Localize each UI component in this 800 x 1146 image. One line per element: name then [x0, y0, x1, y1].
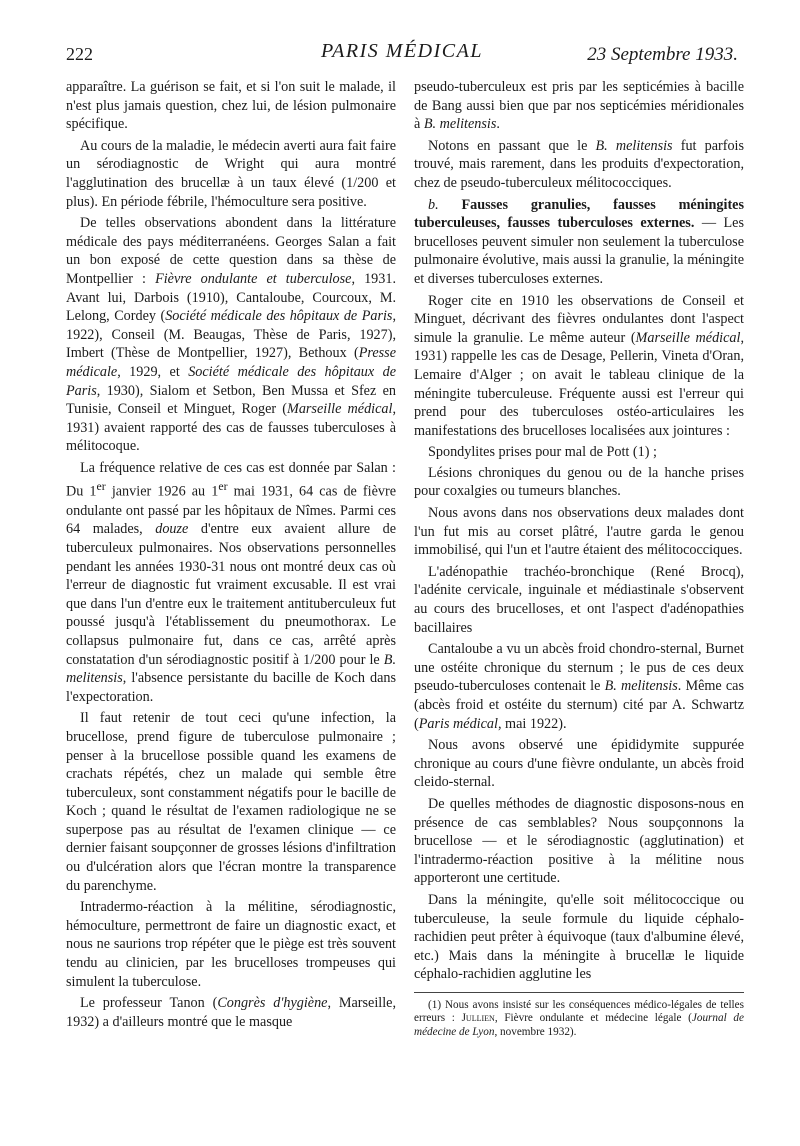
left-column	[66, 78, 396, 1034]
journal-title: PARIS MÉDICAL	[321, 40, 483, 62]
section-heading: Fausses granulies, fausses méningites tuberculeuses, fausses tuberculoses externes.	[414, 196, 745, 232]
footnote-rule	[414, 992, 744, 993]
paragraph: La fréquence relative de ces cas est donnée par Salan : Du 1er janvier 1926 au 1er mai 1931, 64 cas de fièvre ondulante ont passé par les hôpitaux de Nîmes. Parmi ces 64 malades, douze d'entre eux avaient allure de tuberculeux pulmonaires. Nos observations personnelles pendant les années 1930-31 nous ont montré deux cas où l'erreur de diagnostic fut vraiment excusable. Il est vrai que dans l'un d'entre eux le traitement antituberculeux fut poussé jusqu'à l'établissement du pneumothorax. Le collapsus pulmonaire fut, dans ce cas, arrêté après constatation d'un sérodiagnostic positif à 1/200 pour le B. melitensis, l'absence persistante du bacille de Koch dans l'expectoration.	[66, 459, 397, 705]
paragraph: Nous avons observé une épididymite suppurée chronique au cours d'une fièvre ondulante, un abcès froid cleido-sternal.	[414, 737, 744, 791]
section-heading-paragraph: b. Fausses granulies, fausses méningites tuberculeuses, fausses tuberculoses externes. — Les brucelloses peuvent simuler non seulement la tuberculose pulmonaire évolutive, mais aussi la granulie, la méningite et diverses tuberculoses externes.	[414, 196, 745, 287]
issue-date: 23 Septembre 1933.	[587, 44, 738, 65]
footnote: (1) Nous avons insisté sur les conséquences médico-légales de telles erreurs : Jullien, Fièvre ondulante et médecine légale (Journal de médecine de Lyon, novembre 1932).	[414, 998, 744, 1038]
paragraph: Au cours de la maladie, le médecin averti aura fait faire un sérodiagnostic de Wright qui aura montré l'agglutination des brucellæ à un taux élevé (1/200 et plus). En période fébrile, l'hémoculture sera positive.	[66, 137, 396, 210]
right-column	[414, 78, 744, 1039]
paragraph: De telles observations abondent dans la littérature médicale des pays méditerranéens. Georges Salan a fait un bon exposé de cette question dans sa thèse de Montpellier : Fièvre ondulante et tuberculose, 1931. Avant lui, Darbois (1910), Cantaloube, Courcoux, M. Lelong, Cordey (Société médicale des hôpitaux de Paris, 1922), Conseil (M. Beaugas, Thèse de Paris, 1927), Imbert (Thèse de Montpellier, 1927), Bethoux (Presse médicale, 1929, et Société médicale des hôpitaux de Paris, 1930), Sialom et Setbon, Ben Mussa et Sfez en Tunisie, Conseil et Minguet, Roger (Marseille médical, 1931) avaient rapporté des cas de fausses tuberculoses à mélitocoque.	[66, 215, 396, 455]
paragraph: Dans la méningite, qu'elle soit mélitococcique ou tuberculeuse, la seule formule du liquide céphalo-rachidien peut prêter à équivoque (taux d'albumine élevé, etc.) Mais dans la méningite à brucellæ le liquide céphalo-rachidien agglutine les	[414, 891, 744, 983]
paragraph: Lésions chroniques du genou ou de la hanche prises pour coxalgies ou tumeurs blanches.	[414, 464, 744, 500]
paragraph: Intradermo-réaction à la mélitine, sérodiagnostic, hémoculture, permettront de faire un diagnostic exact, et nous ne saurions trop répéter que le piège est très souvent tendu au clinicien, par les brucelloses trompeuses qui simulent la tuberculose.	[66, 899, 396, 990]
paragraph: Cantaloube a vu un abcès froid chondro-sternal, Burnet une ostéite chronique du sternum ; le pus de ces deux pseudo-tuberculoses contenait le B. melitensis. Même cas (abcès froid et ostéite du sternum) cité par A. Schwartz (Paris médical, mai 1922).	[414, 641, 744, 732]
paragraph: Il faut retenir de tout ceci qu'une infection, la brucellose, prend figure de tuberculose pulmonaire ; penser à la brucellose possible quand les examens de crachats répétés, chez un malade qui semble être tuberculeux, sont constamment négatifs pour le bacille de Koch ; quand le résultat de l'examen radiologique ne se superpose pas au résultat de l'examen clinique — ce dernier faisant soupçonner de grosses lésions d'infiltration ou d'ulcération alors que l'écran montre la transparence du parenchyme.	[66, 710, 396, 894]
paragraph: apparaître. La guérison se fait, et si l'on suit le malade, il n'est plus jamais question, chez lui, de lésion pulmonaire spécifique.	[66, 79, 396, 133]
paragraph: Le professeur Tanon (Congrès d'hygiène, Marseille, 1932) a d'ailleurs montré que le masque	[66, 995, 396, 1030]
paragraph: Nous avons dans nos observations deux malades dont l'un fut mis au corset plâtré, l'autre garda le genou immobilisé, qui l'un et l'autre étaient des mélitococciques.	[414, 505, 744, 559]
running-header	[66, 40, 738, 70]
paragraph: Roger cite en 1910 les observations de Conseil et Minguet, décrivant des fièvres ondulantes dont l'aspect simule la granulie. Le même auteur (Marseille médical, 1931) rappelle les cas de Desage, Pellerin, Vineta d'Oran, Lemaire d'Alger ; on avait le tableau clinique de la méningite tuberculeuse. Fréquente aussi est l'erreur qui prend pour des tuberculoses ostéo-articulaires les manifestations des brucelloses localisées aux jointures :	[414, 292, 744, 439]
paragraph: Spondylites prises pour mal de Pott (1) ;	[428, 444, 657, 461]
paragraph: L'adénopathie trachéo-bronchique (René Brocq), l'adénite cervicale, inguinale et médiastinale s'observent au cours des brucelloses, et ont l'aspect d'adénopathies bacillaires	[414, 563, 744, 636]
paragraph: Notons en passant que le B. melitensis fut parfois trouvé, mais rarement, dans les produits d'expectoration, chez de pseudo-tuberculeux mélitococciques.	[414, 137, 744, 191]
paragraph: De quelles méthodes de diagnostic disposons-nous en présence de cas semblables? Nous soupçonnons la brucellose — et le sérodiagnostic (agglutination) et l'intradermo-réaction positive à la mélitine nous apporteront une certitude.	[414, 795, 744, 887]
page-number: 222	[66, 44, 93, 64]
paragraph: pseudo-tuberculeux est pris par les septicémies à bacille de Bang aussi bien que par nos septicémies méridionales à B. melitensis.	[414, 79, 744, 133]
